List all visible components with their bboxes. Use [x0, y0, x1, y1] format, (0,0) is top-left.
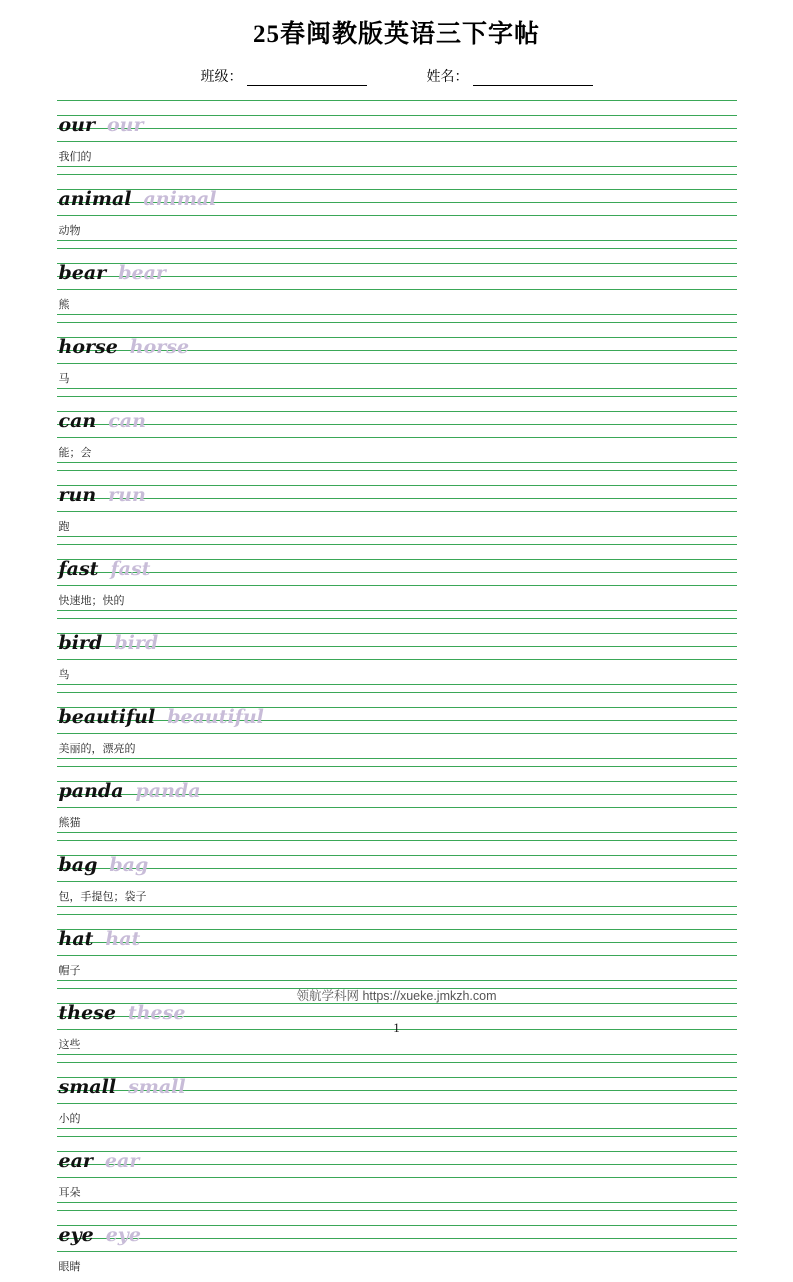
- gloss-line: [57, 662, 737, 690]
- vocab-word-trace: fast: [110, 558, 151, 580]
- vocab-entry: [57, 394, 737, 468]
- ruling-block: [57, 320, 737, 366]
- ruling-block: [57, 1208, 737, 1254]
- gloss-line: [57, 514, 737, 542]
- word-row: [59, 913, 141, 957]
- rule-line: [57, 633, 737, 634]
- vocab-word-trace: small: [128, 1076, 186, 1098]
- vocab-entry: [57, 1134, 737, 1208]
- vocab-gloss: 跑: [58, 521, 70, 533]
- vocab-word-trace: can: [108, 410, 146, 432]
- ruling-block: [57, 616, 737, 662]
- worksheet-page: [0, 8, 793, 1273]
- rule-line: [57, 314, 737, 315]
- rule-line: [57, 646, 737, 647]
- vocab-entry: [57, 690, 737, 764]
- gloss-line: [57, 588, 737, 616]
- word-row: [59, 765, 201, 809]
- vocab-word: beautiful: [58, 706, 156, 728]
- rule-line: [57, 832, 737, 833]
- vocab-word-trace: horse: [129, 336, 190, 358]
- rule-line: [57, 470, 737, 471]
- rule-line: [57, 955, 737, 956]
- vocab-word-trace: hat: [105, 928, 141, 950]
- vocab-entry: [57, 1060, 737, 1134]
- vocab-gloss: 美丽的，漂亮的: [58, 743, 136, 755]
- rule-line: [57, 980, 737, 981]
- ruling-block: [57, 1134, 737, 1180]
- rule-line: [57, 1202, 737, 1203]
- gloss-line: [57, 958, 737, 986]
- rule-line: [57, 559, 737, 560]
- vocab-gloss: 小的: [58, 1113, 81, 1125]
- word-row: [59, 1209, 141, 1253]
- gloss-line: [57, 366, 737, 394]
- vocab-word: horse: [58, 336, 118, 358]
- rule-line: [57, 881, 737, 882]
- word-row: [59, 987, 186, 1031]
- ruling-block: [57, 394, 737, 440]
- page-title: 25春闽教版英语三下字帖: [252, 21, 540, 48]
- name-field-blank[interactable]: [473, 71, 593, 86]
- word-row: [59, 1135, 140, 1179]
- name-field[interactable]: [427, 66, 593, 86]
- gloss-line: [57, 736, 737, 764]
- rule-line: [57, 498, 737, 499]
- rule-line: [57, 462, 737, 463]
- rule-line: [57, 1054, 737, 1055]
- class-field-label: 班级：: [200, 70, 243, 85]
- ruling-block: [57, 764, 737, 810]
- rule-line: [57, 610, 737, 611]
- rule-line: [57, 437, 737, 438]
- vocab-word: bear: [58, 262, 107, 284]
- vocab-word-trace: animal: [143, 188, 217, 210]
- vocab-word-trace: bird: [114, 632, 159, 654]
- vocab-word: ear: [58, 1150, 93, 1172]
- rule-line: [57, 659, 737, 660]
- word-row: [59, 99, 144, 143]
- rule-line: [57, 485, 737, 486]
- word-row: [59, 395, 146, 439]
- rule-line: [57, 585, 737, 586]
- vocab-word-trace: ear: [104, 1150, 140, 1172]
- rule-line: [57, 758, 737, 759]
- ruling-block: [57, 838, 737, 884]
- vocab-word-trace: these: [127, 1002, 186, 1024]
- vocab-entry: [57, 98, 737, 172]
- rule-line: [57, 1251, 737, 1252]
- rule-line: [57, 1136, 737, 1137]
- vocab-gloss: 包，手提包；袋子: [58, 891, 147, 903]
- vocab-gloss: 耳朵: [58, 1187, 81, 1199]
- rule-line: [57, 855, 737, 856]
- vocab-word: these: [58, 1002, 116, 1024]
- vocab-word: run: [58, 484, 97, 506]
- vocab-word: small: [58, 1076, 117, 1098]
- ruling-block: [57, 98, 737, 144]
- vocab-word-trace: panda: [135, 780, 201, 802]
- ruling-block: [57, 690, 737, 736]
- gloss-line: [57, 810, 737, 838]
- name-field-label: 姓名：: [426, 70, 469, 85]
- vocab-gloss: 动物: [58, 225, 81, 237]
- word-row: [59, 173, 217, 217]
- student-info-row: [0, 66, 793, 86]
- rule-line: [57, 1238, 737, 1239]
- vocab-entry: [57, 838, 737, 912]
- vocab-word: hat: [58, 928, 94, 950]
- class-field-blank[interactable]: [247, 71, 367, 86]
- vocab-word: can: [58, 410, 97, 432]
- vocab-word-trace: our: [107, 114, 144, 136]
- vocab-word: panda: [58, 780, 124, 802]
- vocab-gloss: 快速地；快的: [58, 595, 125, 607]
- ruling-block: [57, 246, 737, 292]
- rule-line: [57, 240, 737, 241]
- rule-line: [57, 388, 737, 389]
- gloss-line: [57, 1032, 737, 1060]
- vocab-word-trace: beautiful: [167, 706, 264, 728]
- rule-line: [57, 115, 737, 116]
- vocab-entry: [57, 616, 737, 690]
- gloss-line: [57, 144, 737, 172]
- rule-line: [57, 141, 737, 142]
- vocab-entry: [57, 764, 737, 838]
- vocab-entry: [57, 912, 737, 986]
- vocab-word-trace: eye: [105, 1224, 141, 1246]
- vocab-gloss: 这些: [58, 1039, 81, 1051]
- ruling-block: [57, 1060, 737, 1106]
- vocab-gloss: 鸟: [58, 669, 70, 681]
- vocab-word: bag: [58, 854, 98, 876]
- rule-line: [57, 942, 737, 943]
- rule-line: [57, 684, 737, 685]
- rule-line: [57, 544, 737, 545]
- ruling-block: [57, 912, 737, 958]
- vocab-word: animal: [58, 188, 132, 210]
- watermark-footer: 领航学科网 https://xueke.jmkzh.com: [296, 989, 497, 1003]
- rule-line: [57, 906, 737, 907]
- rule-line: [57, 536, 737, 537]
- gloss-line: [57, 1254, 737, 1282]
- rule-line: [57, 868, 737, 869]
- vocab-gloss: 帽子: [58, 965, 81, 977]
- handwriting-sheet: [57, 98, 737, 1282]
- rule-line: [57, 1128, 737, 1129]
- rule-line: [57, 914, 737, 915]
- rule-line: [57, 1164, 737, 1165]
- vocab-word: bird: [58, 632, 103, 654]
- rule-line: [57, 396, 737, 397]
- rule-line: [57, 1225, 737, 1226]
- rule-line: [57, 166, 737, 167]
- gloss-line: [57, 1180, 737, 1208]
- vocab-gloss: 马: [58, 373, 70, 385]
- gloss-line: [57, 218, 737, 246]
- rule-line: [57, 411, 737, 412]
- page-number: 1: [393, 1020, 400, 1035]
- gloss-line: [57, 1106, 737, 1134]
- rule-line: [57, 929, 737, 930]
- word-row: [59, 469, 146, 513]
- word-row: [59, 1061, 186, 1105]
- gloss-line: [57, 884, 737, 912]
- rule-line: [57, 100, 737, 101]
- rule-line: [57, 618, 737, 619]
- vocab-word-trace: run: [108, 484, 146, 506]
- class-field[interactable]: [201, 66, 367, 86]
- rule-line: [57, 1151, 737, 1152]
- vocab-entry: [57, 468, 737, 542]
- vocab-entry: [57, 246, 737, 320]
- vocab-word: our: [58, 114, 95, 136]
- word-row: [59, 617, 159, 661]
- ruling-block: [57, 542, 737, 588]
- vocab-word: fast: [58, 558, 99, 580]
- gloss-line: [57, 292, 737, 320]
- vocab-gloss: 熊猫: [58, 817, 81, 829]
- word-row: [59, 543, 151, 587]
- rule-line: [57, 128, 737, 129]
- word-row: [59, 691, 264, 735]
- word-row: [59, 321, 190, 365]
- vocab-word-trace: bear: [118, 262, 166, 284]
- vocab-entry: [57, 172, 737, 246]
- vocab-gloss: 我们的: [58, 151, 92, 163]
- rule-line: [57, 1177, 737, 1178]
- rule-line: [57, 511, 737, 512]
- word-row: [59, 839, 149, 883]
- vocab-gloss: 眼睛: [58, 1261, 81, 1273]
- rule-line: [57, 424, 737, 425]
- ruling-block: [57, 468, 737, 514]
- vocab-entry: [57, 320, 737, 394]
- vocab-word-trace: bag: [109, 854, 149, 876]
- ruling-block: [57, 172, 737, 218]
- vocab-gloss: 能；会: [58, 447, 92, 459]
- vocab-word: eye: [58, 1224, 94, 1246]
- rule-line: [57, 840, 737, 841]
- rule-line: [57, 572, 737, 573]
- rule-line: [57, 1210, 737, 1211]
- vocab-entry: [57, 542, 737, 616]
- vocab-entry: [57, 1208, 737, 1282]
- gloss-line: [57, 440, 737, 468]
- word-row: [59, 247, 166, 291]
- vocab-gloss: 熊: [58, 299, 70, 311]
